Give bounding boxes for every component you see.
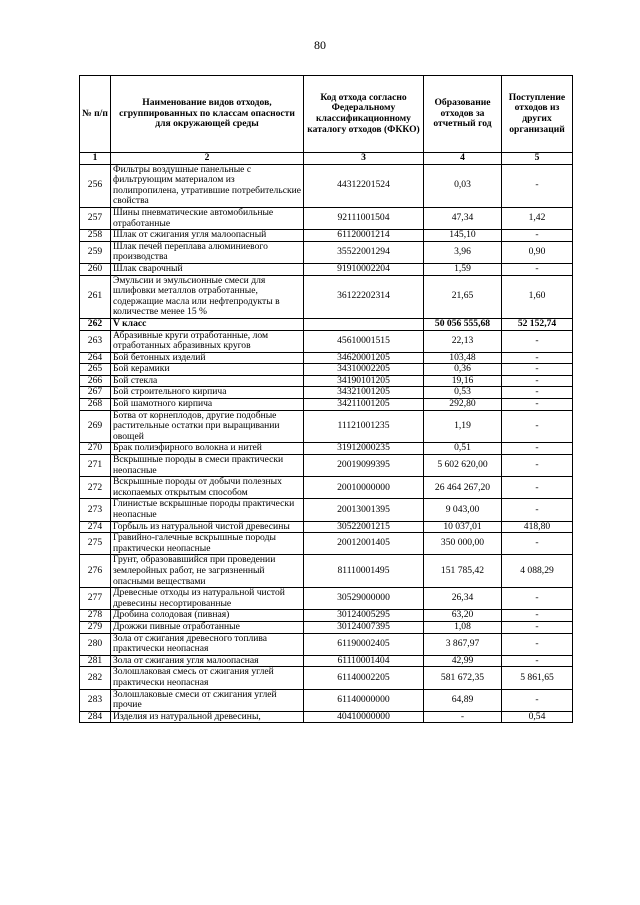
waste-name: Фильтры воздушные панельные с фильтрующим материалом из полипропилена, утратившие потребительские свойства xyxy=(111,164,304,207)
generated-amount: 0,36 xyxy=(424,364,502,376)
row-number: 262 xyxy=(80,318,111,330)
column-number-row xyxy=(80,153,573,165)
table-row xyxy=(80,443,573,455)
generated-amount: 1,19 xyxy=(424,410,502,443)
waste-name: Бой строительного кирпича xyxy=(111,387,304,399)
table-row xyxy=(80,410,573,443)
table-row xyxy=(80,633,573,655)
header-name: Наименование видов отходов, сгруппированных по классам опасности для окружающей среды xyxy=(111,76,304,153)
waste-name: Шлак печей переплава алюминиевого производства xyxy=(111,241,304,263)
fkko-code: 61140002205 xyxy=(304,667,424,689)
fkko-code: 61120001214 xyxy=(304,230,424,242)
column-number: 1 xyxy=(80,153,111,165)
waste-name: Вскрышные породы в смеси практически неопасные xyxy=(111,455,304,477)
table-row xyxy=(80,275,573,318)
table-row xyxy=(80,399,573,411)
waste-name: Бой бетонных изделий xyxy=(111,352,304,364)
waste-name: Дрожжи пивные отработанные xyxy=(111,621,304,633)
received-amount: - xyxy=(502,533,573,555)
waste-name: Зола от сжигания древесного топлива практически неопасная xyxy=(111,633,304,655)
table-row xyxy=(80,263,573,275)
fkko-code: 45610001515 xyxy=(304,330,424,352)
waste-name: Бой керамики xyxy=(111,364,304,376)
generated-amount: - xyxy=(424,711,502,723)
received-amount: - xyxy=(502,443,573,455)
table-row xyxy=(80,477,573,499)
received-amount: - xyxy=(502,164,573,207)
fkko-code: 30529000000 xyxy=(304,588,424,610)
received-amount: 0,90 xyxy=(502,241,573,263)
row-number: 279 xyxy=(80,621,111,633)
received-amount: 418,80 xyxy=(502,521,573,533)
fkko-code: 34310002205 xyxy=(304,364,424,376)
received-amount: - xyxy=(502,689,573,711)
generated-amount: 145,10 xyxy=(424,230,502,242)
row-number: 273 xyxy=(80,499,111,521)
waste-name: Глинистые вскрышные породы практически неопасные xyxy=(111,499,304,521)
column-number: 4 xyxy=(424,153,502,165)
received-amount: - xyxy=(502,621,573,633)
received-amount: - xyxy=(502,588,573,610)
waste-name: Зола от сжигания угля малоопасная xyxy=(111,655,304,667)
row-number: 284 xyxy=(80,711,111,723)
table-row xyxy=(80,588,573,610)
header-code: Код отхода согласно Федеральному классификационному каталогу отходов (ФККО) xyxy=(304,76,424,153)
waste-name: Золошлаковые смеси от сжигания углей прочие xyxy=(111,689,304,711)
waste-name: Вскрышные породы от добычи полезных ископаемых открытым способом xyxy=(111,477,304,499)
row-number: 266 xyxy=(80,375,111,387)
fkko-code: 20010000000 xyxy=(304,477,424,499)
table-row xyxy=(80,241,573,263)
row-number: 265 xyxy=(80,364,111,376)
table-row xyxy=(80,164,573,207)
row-number: 278 xyxy=(80,610,111,622)
table-row xyxy=(80,610,573,622)
received-amount: 4 088,29 xyxy=(502,555,573,588)
fkko-code: 34321001205 xyxy=(304,387,424,399)
received-amount: - xyxy=(502,230,573,242)
header-generated: Образование отходов за отчетный год xyxy=(424,76,502,153)
fkko-code: 20012001405 xyxy=(304,533,424,555)
waste-name: Горбыль из натуральной чистой древесины xyxy=(111,521,304,533)
header-row xyxy=(80,76,573,153)
waste-name: Золошлаковая смесь от сжигания углей практически неопасная xyxy=(111,667,304,689)
received-amount: - xyxy=(502,399,573,411)
waste-name: Бой шамотного кирпича xyxy=(111,399,304,411)
row-number: 277 xyxy=(80,588,111,610)
generated-amount: 0,51 xyxy=(424,443,502,455)
fkko-code: 30522001215 xyxy=(304,521,424,533)
row-number: 276 xyxy=(80,555,111,588)
generated-amount: 581 672,35 xyxy=(424,667,502,689)
received-amount: - xyxy=(502,364,573,376)
fkko-code: 30124007395 xyxy=(304,621,424,633)
waste-name: Шлак сварочный xyxy=(111,263,304,275)
row-number: 258 xyxy=(80,230,111,242)
table-row xyxy=(80,364,573,376)
generated-amount: 103,48 xyxy=(424,352,502,364)
waste-name: Шины пневматические автомобильные отработанные xyxy=(111,207,304,229)
generated-amount: 151 785,42 xyxy=(424,555,502,588)
generated-amount: 47,34 xyxy=(424,207,502,229)
generated-amount: 26 464 267,20 xyxy=(424,477,502,499)
received-amount: 1,42 xyxy=(502,207,573,229)
table-row xyxy=(80,655,573,667)
fkko-code: 81110001495 xyxy=(304,555,424,588)
received-amount: - xyxy=(502,387,573,399)
received-amount: - xyxy=(502,633,573,655)
received-amount: - xyxy=(502,455,573,477)
generated-amount: 5 602 620,00 xyxy=(424,455,502,477)
fkko-code: 61140000000 xyxy=(304,689,424,711)
row-number: 263 xyxy=(80,330,111,352)
generated-amount: 21,65 xyxy=(424,275,502,318)
fkko-code: 34620001205 xyxy=(304,352,424,364)
row-number: 275 xyxy=(80,533,111,555)
row-number: 271 xyxy=(80,455,111,477)
received-amount: 52 152,74 xyxy=(502,318,573,330)
fkko-code: 34190101205 xyxy=(304,375,424,387)
generated-amount: 1,08 xyxy=(424,621,502,633)
row-number: 259 xyxy=(80,241,111,263)
row-number: 270 xyxy=(80,443,111,455)
row-number: 269 xyxy=(80,410,111,443)
received-amount: 0,54 xyxy=(502,711,573,723)
fkko-code: 36122202314 xyxy=(304,275,424,318)
table-row xyxy=(80,711,573,723)
generated-amount: 42,99 xyxy=(424,655,502,667)
received-amount: - xyxy=(502,330,573,352)
row-number: 268 xyxy=(80,399,111,411)
fkko-code: 40410000000 xyxy=(304,711,424,723)
generated-amount: 10 037,01 xyxy=(424,521,502,533)
waste-table xyxy=(79,75,573,723)
generated-amount: 3,96 xyxy=(424,241,502,263)
generated-amount: 26,34 xyxy=(424,588,502,610)
column-number: 2 xyxy=(111,153,304,165)
received-amount: 1,60 xyxy=(502,275,573,318)
fkko-code: 61110001404 xyxy=(304,655,424,667)
fkko-code: 61190002405 xyxy=(304,633,424,655)
generated-amount: 292,80 xyxy=(424,399,502,411)
table-row xyxy=(80,555,573,588)
table-row xyxy=(80,455,573,477)
row-number: 267 xyxy=(80,387,111,399)
row-number: 280 xyxy=(80,633,111,655)
column-number: 5 xyxy=(502,153,573,165)
generated-amount: 0,53 xyxy=(424,387,502,399)
row-number: 257 xyxy=(80,207,111,229)
waste-name: Бой стекла xyxy=(111,375,304,387)
table-row xyxy=(80,318,573,330)
generated-amount: 63,20 xyxy=(424,610,502,622)
row-number: 281 xyxy=(80,655,111,667)
received-amount: - xyxy=(502,610,573,622)
table-row xyxy=(80,521,573,533)
fkko-code: 20013001395 xyxy=(304,499,424,521)
fkko-code: 30124005295 xyxy=(304,610,424,622)
received-amount: - xyxy=(502,375,573,387)
generated-amount: 50 056 555,68 xyxy=(424,318,502,330)
table-row xyxy=(80,330,573,352)
fkko-code: 11121001235 xyxy=(304,410,424,443)
generated-amount: 64,89 xyxy=(424,689,502,711)
table-row xyxy=(80,499,573,521)
table-row xyxy=(80,533,573,555)
table-row xyxy=(80,621,573,633)
table-row xyxy=(80,352,573,364)
waste-name: V класс xyxy=(111,318,304,330)
row-number: 274 xyxy=(80,521,111,533)
generated-amount: 1,59 xyxy=(424,263,502,275)
table-row xyxy=(80,689,573,711)
generated-amount: 3 867,97 xyxy=(424,633,502,655)
generated-amount: 0,03 xyxy=(424,164,502,207)
generated-amount: 9 043,00 xyxy=(424,499,502,521)
waste-name: Эмульсии и эмульсионные смеси для шлифовки металлов отработанные, содержащие масла или нефтепродукты в количестве менее 15 % xyxy=(111,275,304,318)
page-number: 80 xyxy=(314,38,326,52)
row-number: 264 xyxy=(80,352,111,364)
waste-name: Шлак от сжигания угля малоопасный xyxy=(111,230,304,242)
table-row xyxy=(80,207,573,229)
generated-amount: 22,13 xyxy=(424,330,502,352)
waste-name: Древесные отходы из натуральной чистой древесины несортированные xyxy=(111,588,304,610)
row-number: 283 xyxy=(80,689,111,711)
fkko-code: 20019099395 xyxy=(304,455,424,477)
fkko-code: 92111001504 xyxy=(304,207,424,229)
received-amount: - xyxy=(502,499,573,521)
table-row xyxy=(80,387,573,399)
generated-amount: 350 000,00 xyxy=(424,533,502,555)
table-row xyxy=(80,375,573,387)
row-number: 260 xyxy=(80,263,111,275)
fkko-code: 34211001205 xyxy=(304,399,424,411)
table-row xyxy=(80,667,573,689)
generated-amount: 19,16 xyxy=(424,375,502,387)
fkko-code: 35522001294 xyxy=(304,241,424,263)
row-number: 256 xyxy=(80,164,111,207)
waste-name: Ботва от корнеплодов, другие подобные растительные остатки при выращивании овощей xyxy=(111,410,304,443)
fkko-code xyxy=(304,318,424,330)
received-amount: 5 861,65 xyxy=(502,667,573,689)
row-number: 282 xyxy=(80,667,111,689)
waste-name: Дробина солодовая (пивная) xyxy=(111,610,304,622)
waste-name: Грунт, образовавшийся при проведении землеройных работ, не загрязненный опасными веществами xyxy=(111,555,304,588)
received-amount: - xyxy=(502,410,573,443)
received-amount: - xyxy=(502,263,573,275)
fkko-code: 91910002204 xyxy=(304,263,424,275)
row-number: 261 xyxy=(80,275,111,318)
fkko-code: 31912000235 xyxy=(304,443,424,455)
waste-name: Брак полиэфирного волокна и нитей xyxy=(111,443,304,455)
column-number: 3 xyxy=(304,153,424,165)
table-row xyxy=(80,230,573,242)
waste-name: Изделия из натуральной древесины, xyxy=(111,711,304,723)
received-amount: - xyxy=(502,655,573,667)
received-amount: - xyxy=(502,477,573,499)
fkko-code: 44312201524 xyxy=(304,164,424,207)
row-number: 272 xyxy=(80,477,111,499)
header-num: № п/п xyxy=(80,76,111,153)
waste-name: Абразивные круги отработанные, лом отработанных абразивных кругов xyxy=(111,330,304,352)
waste-name: Гравийно-галечные вскрышные породы практически неопасные xyxy=(111,533,304,555)
received-amount: - xyxy=(502,352,573,364)
header-received: Поступление отходов из других организаций xyxy=(502,76,573,153)
